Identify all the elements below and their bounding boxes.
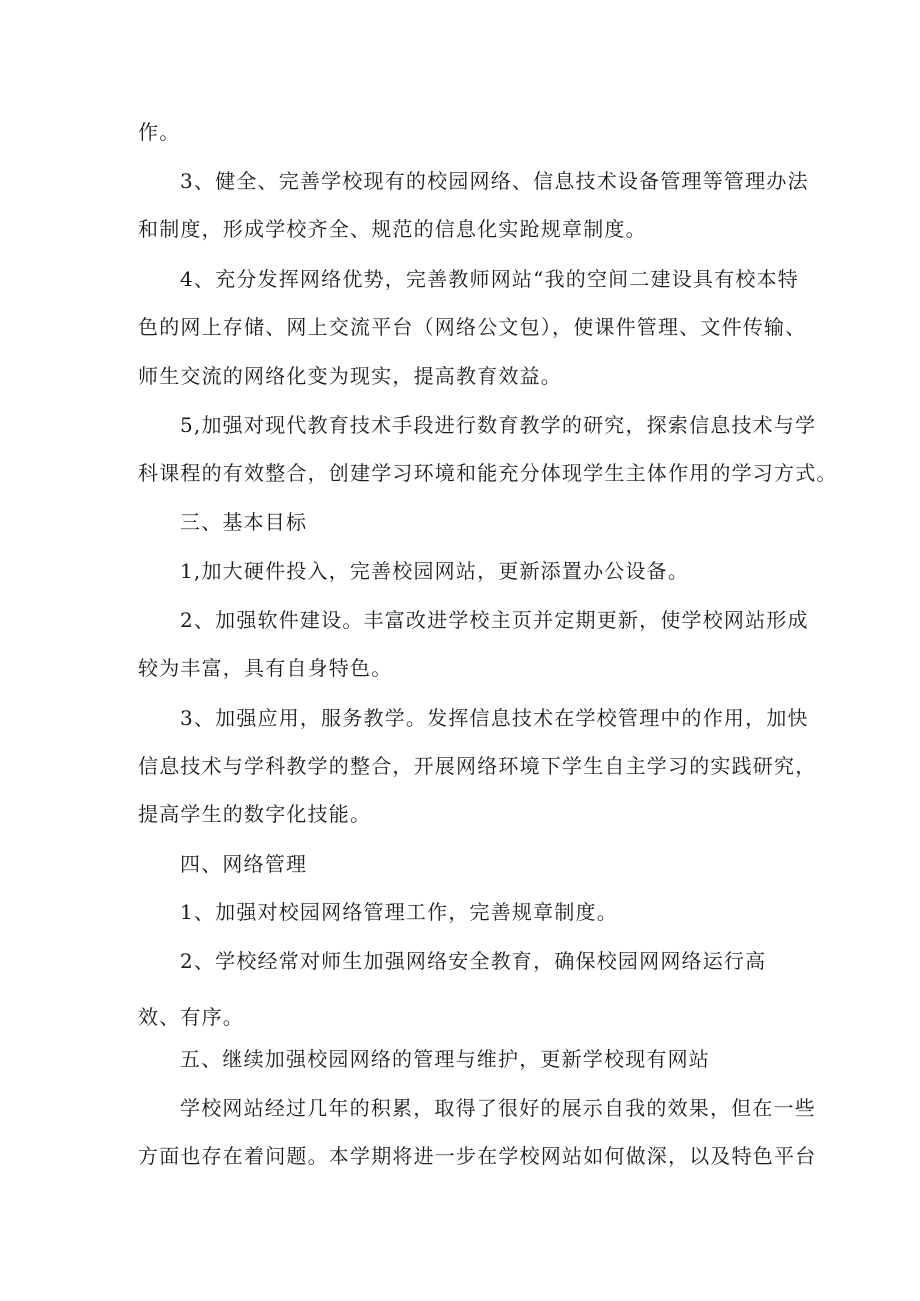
section-heading: 四、网络管理 [180,852,308,876]
text-line: 科课程的有效整合，创建学习环境和能充分体现学生主体作用的学习方式。 [138,461,838,485]
text-line: 1,加大硬件投入，完善校园网站，更新添置办公设备。 [180,559,690,583]
text-line: 方面也存在着问题。本学期将进一步在学校网站如何做深，以及特色平台 [138,1144,817,1168]
text-line: 较为丰富，具有自身特色。 [138,656,393,680]
text-line: 4、充分发挥网络优势，完善教师网站“我的空间二建设具有校本特 [180,267,799,291]
text-line: 效、有序。 [138,1005,244,1029]
text-line: 师生交流的网络化变为现实，提高教育效益。 [138,364,562,388]
text-line: 提高学生的数字化技能。 [138,802,372,826]
text-line: 3、健全、完善学校现有的校园网络、信息技术设备管理等管理办法 [180,169,809,193]
text-line: 学校网站经过几年的积累，取得了很好的展示自我的效果，但在一些 [180,1096,816,1120]
text-line: 5,加强对现代教育技术手段进行数育教学的研究，探索信息技术与学 [180,413,817,437]
text-line: 3、加强应用，服务教学。发挥信息技术在学校管理中的作用，加快 [180,706,809,730]
section-heading: 五、继续加强校园网络的管理与维护，更新学校现有网站 [180,1047,710,1071]
text-line: 色的网上存储、网上交流平台（网络公文包），使课件管理、文件传输、 [138,315,807,339]
section-heading: 三、基本目标 [180,510,308,534]
text-line: 和制度，形成学校齐全、规范的信息化实跄规章制度。 [138,217,647,241]
text-line: 1、加强对校园网络管理工作，完善规章制度。 [180,900,618,924]
text-line: 信息技术与学科教学的整合，开展网络环境下学生自主学习的实践研究， [138,754,817,778]
text-line: 作。 [138,120,181,144]
text-line: 2、加强软件建设。丰富改进学校主页并定期更新，使学校网站形成 [180,608,809,632]
text-line: 2、学校经常对师生加强网络安全教育，确保校园网网络运行高 [180,949,767,973]
